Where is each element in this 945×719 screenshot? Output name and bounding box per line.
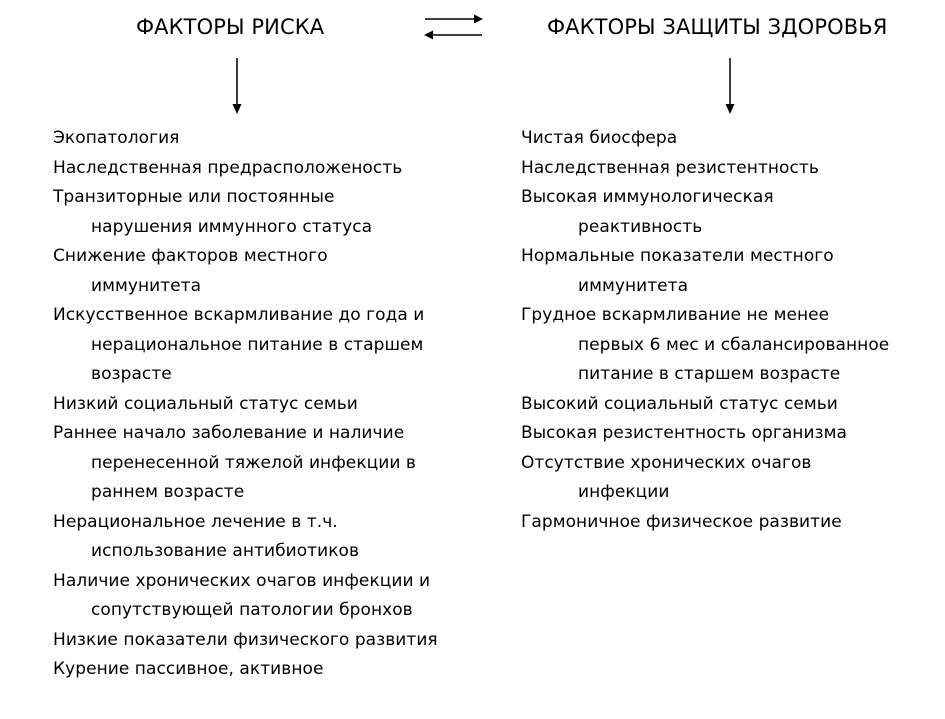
protection-factor-item-line: Высокая иммунологическая bbox=[521, 187, 774, 207]
protection-factor-item-line: Чистая биосфера bbox=[521, 128, 678, 148]
arrow-left-head bbox=[424, 31, 433, 40]
protection-factor-item-line: питание в старшем возрасте bbox=[578, 364, 841, 384]
protection-factor-item bbox=[521, 242, 936, 301]
protection-factor-item bbox=[521, 183, 936, 242]
protection-factor-item bbox=[521, 154, 936, 184]
protection-factor-item-line: иммунитета bbox=[578, 275, 689, 296]
protection-factor-item-line: реактивность bbox=[578, 216, 703, 237]
protection-down-arrow-icon bbox=[726, 58, 735, 114]
protection-factor-item-line: Высокий социальный статус семьи bbox=[521, 393, 838, 414]
risk-factor-item-line: Наследственная предрасположеность bbox=[53, 157, 403, 178]
risk-factor-item bbox=[53, 419, 493, 508]
risk-down-arrow-icon bbox=[233, 58, 242, 114]
protection-factor-item bbox=[521, 301, 936, 390]
risk-factor-item-line: Низкий социальный статус семьи bbox=[53, 393, 358, 414]
risk-factors-heading: ФАКТОРЫ РИСКА bbox=[136, 15, 325, 39]
protection-factor-item bbox=[521, 449, 936, 508]
risk-factor-item-line: Раннее начало заболевание и наличие bbox=[53, 423, 405, 443]
protection-factor-item-line: Грудное вскармливание не менее bbox=[521, 305, 830, 325]
risk-factor-item bbox=[53, 124, 493, 154]
risk-factor-item bbox=[53, 567, 493, 626]
risk-factor-item bbox=[53, 183, 493, 242]
protection-factor-item-line: первых 6 мес и сбалансированное bbox=[578, 334, 890, 355]
risk-factor-item-line: нарушения иммунного статуса bbox=[91, 216, 373, 237]
risk-factor-item bbox=[53, 508, 493, 567]
protection-factors-heading: ФАКТОРЫ ЗАЩИТЫ ЗДОРОВЬЯ bbox=[547, 15, 888, 39]
protection-factor-item bbox=[521, 390, 936, 420]
risk-factor-item bbox=[53, 154, 493, 184]
protection-factors-list bbox=[521, 124, 936, 537]
risk-factor-item-line: Экопатология bbox=[53, 128, 180, 148]
protection-factor-item-line: Наследственная резистентность bbox=[521, 157, 819, 178]
risk-factor-item-line: возрасте bbox=[91, 364, 172, 384]
risk-factor-item-line: Искусственное вскармливание до года и bbox=[53, 305, 425, 325]
protection-arrow-head bbox=[726, 104, 735, 114]
protection-factor-item-line: Нормальные показатели местного bbox=[521, 246, 834, 266]
protection-factor-item-line: инфекции bbox=[578, 482, 670, 502]
risk-factor-item-line: Низкие показатели физического развития bbox=[53, 629, 438, 650]
risk-factor-item bbox=[53, 390, 493, 420]
risk-factor-item-line: Транзиторные или постоянные bbox=[53, 187, 335, 207]
protection-factor-item-line: Высокая резистентность организма bbox=[521, 423, 847, 443]
protection-factor-item bbox=[521, 419, 936, 449]
risk-factor-item-line: Курение пассивное, активное bbox=[53, 659, 324, 679]
risk-factor-item-line: раннем возрасте bbox=[91, 482, 245, 502]
risk-factor-item-line: использование антибиотиков bbox=[91, 541, 360, 561]
risk-factor-item bbox=[53, 626, 493, 656]
protection-factor-item bbox=[521, 124, 936, 154]
risk-factor-item-line: Нерациональное лечение в т.ч. bbox=[53, 511, 338, 532]
protection-factor-item-line: Гармоничное физическое развитие bbox=[521, 511, 842, 532]
risk-factor-item-line: перенесенной тяжелой инфекции в bbox=[91, 452, 416, 473]
arrow-right-head bbox=[474, 15, 483, 24]
risk-factor-item-line: Наличие хронических очагов инфекции и bbox=[53, 570, 431, 591]
risk-factor-item-line: сопутствующей патологии бронхов bbox=[91, 600, 413, 620]
risk-factors-list bbox=[53, 124, 493, 685]
risk-factor-item bbox=[53, 655, 493, 685]
protection-factor-item-line: Отсутствие хронических очагов bbox=[521, 452, 812, 473]
risk-factor-item-line: иммунитета bbox=[91, 275, 202, 296]
risk-factor-item-line: нерациональное питание в старшем bbox=[91, 334, 424, 355]
risk-factor-item-line: Снижение факторов местного bbox=[53, 246, 328, 266]
risk-factor-item bbox=[53, 242, 493, 301]
risk-arrow-head bbox=[233, 104, 242, 114]
exchange-arrows-icon bbox=[424, 15, 483, 40]
protection-factor-item bbox=[521, 508, 936, 538]
risk-factor-item bbox=[53, 301, 493, 390]
